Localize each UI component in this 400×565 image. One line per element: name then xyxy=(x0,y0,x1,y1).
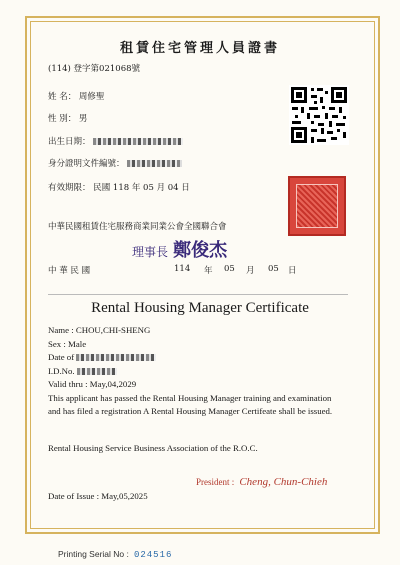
statement-line-1: This applicant has passed the Rental Housing Manager training and examination xyxy=(48,393,332,403)
issue-date-day-zh: 05 xyxy=(268,264,279,274)
president-signature: Cheng, Chun-Chieh xyxy=(239,476,328,488)
name-row-zh xyxy=(48,90,104,102)
id-row-zh xyxy=(48,157,182,169)
birth-redacted xyxy=(93,138,183,145)
issue-date-month-zh: 05 xyxy=(224,264,235,274)
valid-label-zh: 有效期限： xyxy=(48,183,91,193)
issue-date-month-unit-zh: 月 xyxy=(246,266,255,276)
certificate-title-zh: 租賃住宅管理人員證書 xyxy=(119,41,280,56)
dob-row-en xyxy=(48,352,156,362)
issue-date-day-unit-zh: 日 xyxy=(288,266,297,276)
id-label-en: I.D.No. xyxy=(48,366,75,376)
section-divider xyxy=(48,294,348,295)
chairman-title: 理事長 xyxy=(132,245,169,259)
issue-date-year-unit-zh: 年 xyxy=(204,266,213,276)
association-name-en: Rental Housing Service Business Association of the R.O.C. xyxy=(48,443,258,453)
serial-number: 024516 xyxy=(133,550,173,560)
dob-redacted xyxy=(76,354,156,361)
name-label-zh: 姓 名： xyxy=(48,92,77,102)
president-block xyxy=(196,470,327,489)
valid-row-zh xyxy=(48,181,190,193)
certificate-number: (114) 登字第021068號 xyxy=(48,64,141,74)
certificate-title-en: Rental Housing Manager Certificate xyxy=(91,300,309,316)
dob-label-en: Date of xyxy=(48,352,75,362)
chairman-block xyxy=(132,236,227,262)
gender-value-zh: 男 xyxy=(78,114,88,124)
official-seal xyxy=(288,176,346,236)
statement-line-2: and has filed a registration A Rental Housing Manager Certifeate shall be issued. xyxy=(48,406,333,416)
name-en: Name : CHOU,CHI-SHENG xyxy=(48,325,151,335)
printing-serial xyxy=(58,542,172,561)
id-redacted-en xyxy=(77,368,117,375)
gender-row-zh xyxy=(48,112,87,124)
association-name-zh: 中華民國租賃住宅服務商業同業公會全國聯合會 xyxy=(48,222,227,232)
president-label: President : xyxy=(196,477,235,487)
name-value-zh: 周修聖 xyxy=(78,92,105,102)
issue-date-year-zh: 114 xyxy=(174,264,191,274)
gender-label-zh: 性 別： xyxy=(48,114,77,124)
serial-label: Printing Serial No : xyxy=(58,549,129,559)
id-label-zh: 身分證明文件編號： xyxy=(48,159,125,169)
official-seal-pattern xyxy=(296,184,338,228)
valid-en: Valid thru : May,04,2029 xyxy=(48,379,137,389)
id-redacted xyxy=(127,160,182,167)
qr-code xyxy=(289,85,349,145)
sex-en: Sex : Male xyxy=(48,339,87,349)
issue-date-en: Date of Issue : May,05,2025 xyxy=(48,491,148,501)
issue-date-era-zh: 中 華 民 國 xyxy=(48,266,91,276)
valid-value-zh: 民國 118 年 05 月 04 日 xyxy=(93,183,190,193)
birth-row-zh xyxy=(48,135,183,147)
chairman-name: 鄭俊杰 xyxy=(173,240,228,261)
id-row-en xyxy=(48,366,117,376)
birth-label-zh: 出生日期： xyxy=(48,137,91,147)
